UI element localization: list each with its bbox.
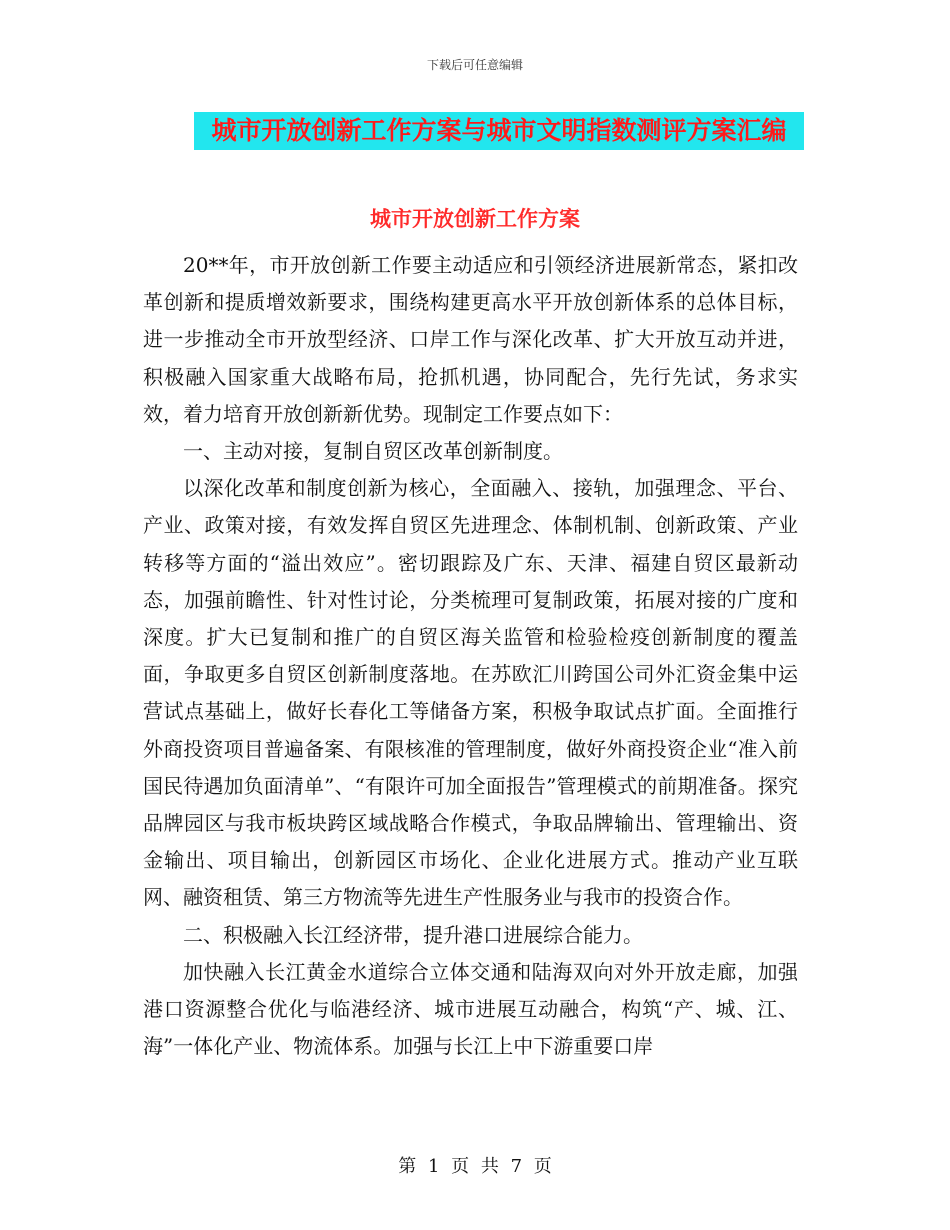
- document-body: [143, 247, 798, 1065]
- paragraph-heading-1: 一、主动对接，复制自贸区改革创新制度。: [183, 439, 563, 464]
- page-header-note: 下载后可任意编辑: [426, 58, 523, 72]
- document-title: 城市开放创新工作方案与城市文明指数测评方案汇编: [211, 116, 787, 145]
- section-title: 城市开放创新工作方案: [370, 206, 580, 231]
- paragraph-body-2: 加快融入长江黄金水道综合立体交通和陆海双向对外开放走廊，加强港口资源整合优化与临港经济、城市进展互动融合，构筑“产、城、江、海”一体化产业、物流体系。加强与长江上中下游重要口岸: [143, 959, 798, 1059]
- paragraph-body-1: 以深化改革和制度创新为核心，全面融入、接轨，加强理念、平台、产业、政策对接，有效发挥自贸区先进理念、体制机制、创新政策、产业转移等方面的“溢出效应”。密切跟踪及广东、天津、福建自贸区最新动态，加强前瞻性、针对性讨论，分类梳理可复制政策，拓展对接的广度和深度。扩大已复制和推广的自贸区海关监管和检验检疫创新制度的覆盖面，争取更多自贸区创新制度落地。在苏欧汇川跨国公司外汇资金集中运营试点基础上，做好长春化工等储备方案，积极争取试点扩面。全面推行外商投资项目普遍备案、有限核准的管理制度，做好外商投资企业“准入前国民待遇加负面清单”、“有限许可加全面报告”管理模式的前期准备。探究品牌园区与我市板块跨区域战略合作模式，争取品牌输出、管理输出、资金输出、项目输出，创新园区市场化、企业化进展方式。推动产业互联网、融资租赁、第三方物流等先进生产性服务业与我市的投资合作。: [143, 476, 798, 910]
- paragraph-heading-2: 二、积极融入长江经济带，提升港口进展综合能力。: [183, 922, 643, 947]
- paragraph-intro: 20**年，市开放创新工作要主动适应和引领经济进展新常态，紧扣改革创新和提质增效新要求，围绕构建更高水平开放创新体系的总体目标，进一步推动全市开放型经济、口岸工作与深化改革、扩大开放互动并进，积极融入国家重大战略布局，抢抓机遇，协同配合，先行先试，务求实效，着力培育开放创新新优势。现制定工作要点如下：: [143, 253, 798, 426]
- page-number-footer: 第 1 页 共 7 页: [398, 1156, 552, 1177]
